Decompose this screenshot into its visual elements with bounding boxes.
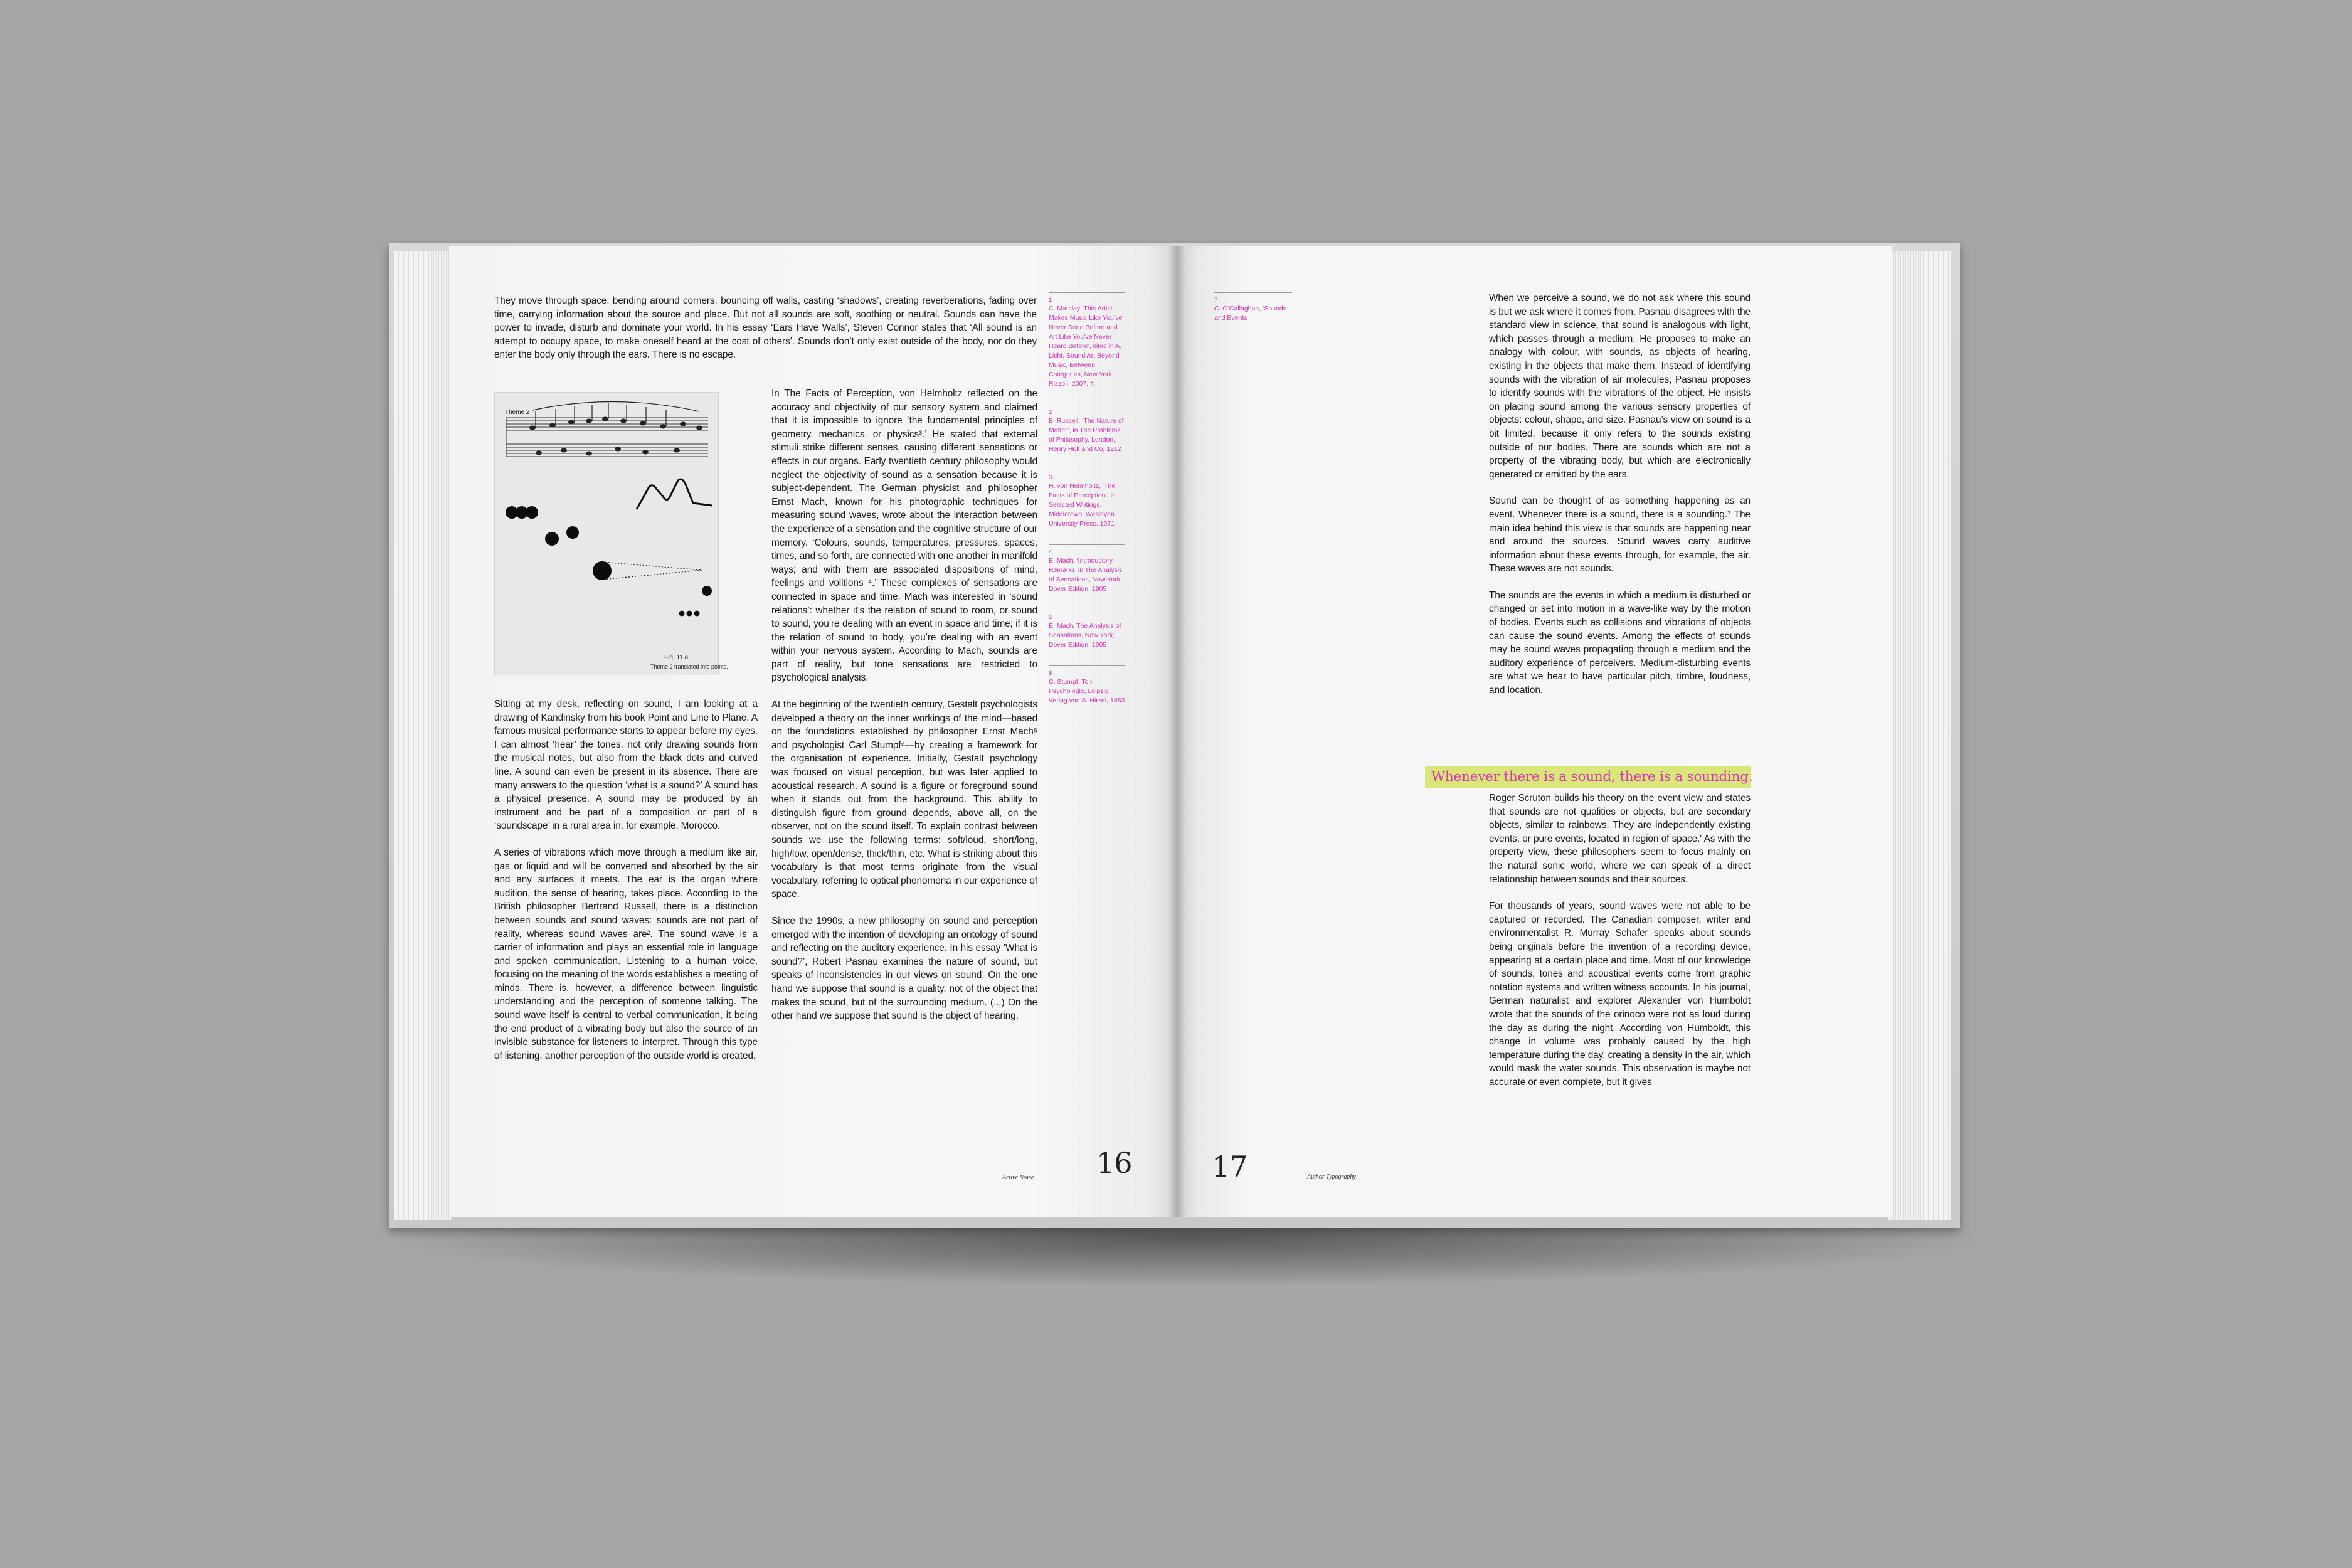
page-block-left-edge — [394, 251, 452, 1220]
paragraph-vibrations: A series of vibrations which move through a medium like air, gas or liquid and will be converted and absorbed by the air and any surfaces it meets. The ear is the organ where audition, the sense of hearing, takes place. According to the British philosopher Bertrand Russell, there is a distinction between sounds and sound waves: sounds are not part of reality, whereas sound waves are². The sound wave is a carrier of information and plays an essential role in language and spoken communication. Listening to a human voice, focusing on the meaning of the words establishes a meeting of minds. There is, however, a difference between linguistic understanding and the perception of someone talking. The sound wave itself is central to verbal communication, it being the end product of a vibrating body but also the source of an invisible substance for listeners to interpret. Through this type of listening, another perception of the outside world is created. — [494, 847, 758, 1061]
footnote-text: B. Russell, ‘The Nature of Matter’, in The Problems of Philosophy, London, Henry Holt and Co, 1912 — [1049, 417, 1124, 453]
footnote-number: 5 — [1049, 614, 1052, 621]
dotted-wedge — [602, 562, 702, 580]
right-column-bottom — [1489, 792, 1751, 1089]
book-gutter — [1168, 246, 1185, 1217]
footnote-text: C. O’Callaghan, ‘Sounds and Events’ — [1214, 305, 1286, 322]
right-footnotes — [1214, 292, 1292, 339]
right-page — [1177, 246, 1892, 1217]
curved-line — [637, 479, 712, 509]
black-dots — [506, 506, 712, 617]
footnote-number: 4 — [1049, 549, 1052, 556]
paragraph-pasnau: When we perceive a sound, we do not ask where this sound is but we ask where it comes from. Pasnau disagrees with the standard view in science, that sound is analogous with light, which passes through a medium. He proposes to make an analogy with colour, with sounds, as objects of hearing, existing in the objects that make them. Instead of identifying sounds with the vibration of air molecules, Pasnau proposes to identify sounds with the vibrations of the object. He insists on placing sound among the various sensory properties of objects: colour, shape, and size. Pasnau’s view on sound is a bit limited, because it only refers to the sounds existing outside of our bodies. There are sounds which are not a property of the vibrating body, but which are electronically generated or emitted by the ears. — [1489, 293, 1751, 480]
figure-theme-label: Theme 2 — [505, 409, 530, 416]
footnote — [1049, 405, 1125, 454]
paragraph-gestalt: At the beginning of the twentieth century, Gestalt psychologists developed a theory on the inner workings of the mind—based on the foundations established by philosopher Ernst Mach⁵ and psychologist Carl Stumpf⁶—by creating a framework for the organisation of experience. Initially, Gestalt psychology was focused on visual perception, but was later applied to acoustical research. A sound is a figure or foreground sound when it stands out from the background. This ability to distinguish figure from ground depends, above all, on the observer, not on the sound itself. To explain contrast between sounds we use the following terms: soft/loud, short/long, high/low, open/dense, thick/thin, etc. What is striking about this vocabulary is that most terms originate from the visual vocabulary, referring to optical phenomena in our experience of space. — [771, 699, 1037, 900]
paragraph-1990s: Since the 1990s, a new philosophy on sound and perception emerged with the intention of developing an ontology of sound and reflecting on the auditory experience. In his essay ‘What is sound?’, Robert Pasnau examines the nature of sound, but speaks of inconsistencies in our views on sound: On the one hand we suppose that sound is a quality, not of the object that makes the sound, but of the surrounding medium. (...) On the other hand we suppose that sound is the object of hearing. — [771, 915, 1037, 1022]
figure-number: Fig. 11 a — [664, 654, 689, 661]
page-number-left: 16 — [1096, 1146, 1132, 1180]
paragraph-medium: The sounds are the events in which a medium is disturbed or changed or set into motion in a wave-like way by the motion of bodies. Events such as collisions and vibrations of objects can cause the sound events. Among the effects of sounds may be sound waves propagating through a medium and the auditory experience of perceivers. Medium-disturbing events are what we hear to have particular pitch, timbre, loudness, and location. — [1489, 590, 1751, 696]
left-footnotes — [1049, 292, 1125, 721]
footnote-text: C. Stumpf, Ton Psychologie, Leipzig, Verlag von S. Hirzel, 1883 — [1049, 678, 1125, 704]
page-block-right-edge — [1888, 251, 1951, 1220]
intro-text: They move through space, bending around corners, bouncing off walls, casting ‘shadows’, creating reverberations, fading over time, carrying information about the source and place. But not all sounds are soft, soothing or neutral. Sounds can have the power to invade, disturb and dominate your world. In his essay ‘Ears Have Walls’, Steven Connor states that ‘All sound is an attempt to occupy space, to make oneself heard at the cost of others’. Sounds don’t only exist outside of the body, nor do they enter the body only through the ears. There is no escape. — [494, 295, 1037, 361]
footnote-number: 1 — [1049, 297, 1052, 304]
paragraph-event: Sound can be thought of as something happening as an event. Whenever there is a sound, there is a sounding.⁷ The main idea behind this view is that sounds are happening near and around the sources. Sound waves carry auditive information about these events through, for example, the air. These waves are not sounds. — [1489, 495, 1751, 575]
footnote-number: 7 — [1214, 297, 1218, 304]
paragraph-scruton: Roger Scruton builds his theory on the event view and states that sounds are not qualities or objects, but are secondary objects, similar to rainbows. They are independently existing events, or pure events, located in region of space.' As with the property view, these philosophers seem to focus mainly on the natural sonic world, where we can speak of a direct relationship between sounds and their sources. — [1489, 793, 1751, 885]
footnote — [1049, 292, 1125, 389]
footnote-text: E. Mach, The Analysis of Sensations, New York, Dover Edition, 1905 — [1049, 622, 1121, 649]
paragraph-kandinsky: Sitting at my desk, reflecting on sound, I am looking at a drawing of Kandinsky from his book Point and Line to Plane. A famous musical performance starts to appear before my eyes. I can almost ‘hear’ the tones, not only drawing sounds from the musical notes, but also from the black dots and curved line. A sound can even be present in its absence. There are many answers to the question ‘what is a sound?’ A sound has a physical presence. A sound may be produced by an instrument and be part of a composition or part of a ‘soundscape’ in a rural area in, for example, Morocco. — [494, 699, 758, 832]
figure-illustration — [495, 393, 728, 675]
running-footer-right: Author Typography — [1307, 1173, 1356, 1180]
footnote — [1049, 610, 1125, 650]
left-column-2 — [771, 387, 1037, 1023]
footnote — [1049, 544, 1125, 594]
footnote — [1049, 665, 1125, 706]
footnote — [1214, 292, 1292, 323]
footnote-text: E. Mach, ‘Introductory Remarks’ in The Analysis of Sensations, New York, Dover Edition, 1905 — [1049, 557, 1123, 593]
pull-quote: Whenever there is a sound, there is a sounding. — [1425, 766, 1751, 788]
footnote-text: C. Marclay ‘This Artist Makes Music Like You’ve Never Seen Before and Art Like You’ve Never Heard Before’, cited in A. Licht, Sound Art Beyond Music, Between Categories, New York, Rizzoli, 2007, ff. — [1049, 305, 1123, 388]
page-number-right: 17 — [1212, 1150, 1248, 1184]
paragraph-recording: For thousands of years, sound waves were not able to be captured or recorded. The Canadian composer, writer and environmentalist R. Murray Schafer speaks about sounds being originals before the invention of a recording device, appearing at a certain place and time. Most of our knowledge of sounds, tones and acoustical events come from graphic notation systems and written witness accounts. In his journal, German naturalist and explorer Alexander von Humboldt wrote that the sounds of the orinoco were not as loud during the day as during the night. According von Humboldt, this change in volume was probably caused by the high temperature during the day, creating a density in the air, which would mask the water sounds. This observation is maybe not accurate or even complete, but it gives — [1489, 901, 1751, 1088]
kandinsky-figure — [494, 392, 728, 675]
intro-paragraph — [494, 294, 1037, 362]
footnote — [1049, 470, 1125, 529]
running-footer-left: Active Noise — [1002, 1174, 1034, 1181]
footnote-text: H. von Helmholtz, ‘The Facts of Perception’, in Selected Writings, Middletown, Wesleyan University Press, 1971 — [1049, 482, 1116, 527]
right-column-top — [1489, 292, 1751, 697]
left-column-1 — [494, 697, 758, 1062]
footnote-number: 3 — [1049, 474, 1052, 481]
paragraph-helmholtz: In The Facts of Perception, von Helmholtz reflected on the accuracy and objectivity of our sensory system and claimed that it is impossible to ignore ‘the fundamental principles of geometry, mechanics, or physics³.’ He stated that external stimuli strike different senses, causing different sensations or effects in our organs. Early twentieth century philosophy would neglect the objectivity of sound as a sensation because it is subject-dependent. The German physicist and philosopher Ernst Mach, known for his photographic techniques for measuring sound waves, wrote about the interaction between the experience of a sensation and the cognitive structure of our memory. ‘Colours, sounds, temperatures, pressures, spaces, times, and so forth, are connected with one another in manifold ways; and with them are associated dispositions of mind, feelings and volitions ⁴.’ These complexes of sensations are connected in space and time. Mach was interested in ‘sound relations’: whether it’s the relation of sound to room, or sound to sound, you’re dealing with an event in space and time; if it is the relation of sound to body, you’re dealing with an event within your nervous system. According to Mach, sounds are part of reality, but tone sensations are restricted to psychological analysis. — [771, 388, 1037, 684]
footnote-number: 6 — [1049, 670, 1052, 677]
footnote-number: 2 — [1049, 409, 1052, 416]
figure-caption: Theme 2 translated into points. — [650, 664, 728, 670]
left-page — [449, 246, 1177, 1217]
